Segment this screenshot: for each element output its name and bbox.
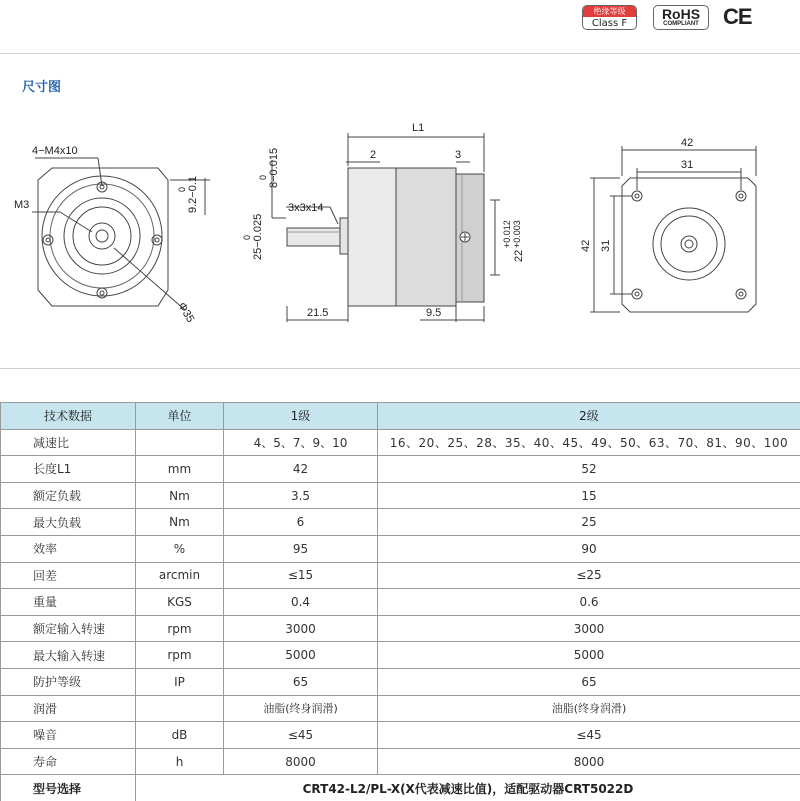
row-stage-2: 8000 — [378, 748, 800, 775]
row-stage-2: 3000 — [378, 615, 800, 642]
row-stage-1: 6 — [224, 509, 378, 536]
front-depth-label: 9.2−0.1 — [187, 175, 199, 213]
row-stage-1: 65 — [224, 668, 378, 695]
side-d22-tol-up: +0.012 — [502, 220, 512, 248]
certification-badges — [582, 3, 752, 31]
row-unit: KGS — [136, 589, 224, 616]
side-d3-label: 3 — [455, 149, 462, 161]
spec-header-row — [1, 403, 800, 430]
table-row — [1, 722, 800, 749]
side-d2-label: 2 — [370, 149, 377, 161]
row-name: 效率 — [1, 535, 136, 562]
table-row — [1, 429, 800, 456]
flange-h31-label: 31 — [600, 239, 612, 252]
side-d22-label: 22 — [513, 249, 525, 262]
row-unit: % — [136, 535, 224, 562]
row-name: 最大输入转速 — [1, 642, 136, 669]
row-name: 回差 — [1, 562, 136, 589]
side-d22-tol-low: +0.003 — [512, 220, 522, 248]
row-name: 额定负载 — [1, 482, 136, 509]
row-stage-1: 5000 — [224, 642, 378, 669]
front-diameter-label: Φ35 — [175, 300, 197, 325]
side-l1-label: L1 — [412, 122, 425, 134]
row-stage-1: 8000 — [224, 748, 378, 775]
row-unit: Nm — [136, 509, 224, 536]
table-row — [1, 668, 800, 695]
model-selection-label: 型号选择 — [1, 775, 136, 801]
row-stage-1: 42 — [224, 456, 378, 483]
row-unit: IP — [136, 668, 224, 695]
row-stage-2: ≤45 — [378, 722, 800, 749]
table-row — [1, 562, 800, 589]
table-row — [1, 509, 800, 536]
row-name: 长度L1 — [1, 456, 136, 483]
insulation-class-badge — [582, 5, 637, 30]
row-stage-1: 3.5 — [224, 482, 378, 509]
row-name: 润滑 — [1, 695, 136, 722]
front-depth-tol: 0 — [177, 186, 187, 192]
table-row — [1, 695, 800, 722]
row-unit: arcmin — [136, 562, 224, 589]
side-shaft-tol: 0 — [258, 174, 268, 180]
dimension-drawings — [0, 100, 800, 360]
rohs-title: RoHS — [661, 5, 701, 22]
flange-view — [590, 146, 756, 312]
row-stage-2: 65 — [378, 668, 800, 695]
rohs-badge — [653, 5, 709, 30]
row-stage-2: 25 — [378, 509, 800, 536]
table-row — [1, 615, 800, 642]
row-unit: dB — [136, 722, 224, 749]
table-row — [1, 748, 800, 775]
row-stage-2: 15 — [378, 482, 800, 509]
flange-w42-label: 42 — [681, 137, 694, 149]
table-row — [1, 642, 800, 669]
flange-h42-label: 42 — [580, 239, 592, 252]
side-pilot-tol: 0 — [242, 234, 252, 240]
model-selection-value: CRT42-L2/PL-X(X代表减速比值)，适配驱动器CRT5022D — [136, 775, 800, 801]
row-stage-2: 油脂(终身润滑) — [378, 695, 800, 722]
row-unit: rpm — [136, 615, 224, 642]
row-stage-2: 5000 — [378, 642, 800, 669]
table-row — [1, 535, 800, 562]
section-title: 尺寸图 — [22, 80, 62, 95]
model-selection-row — [1, 775, 800, 801]
spec-body — [1, 429, 800, 775]
row-name: 重量 — [1, 589, 136, 616]
table-row — [1, 589, 800, 616]
row-name: 寿命 — [1, 748, 136, 775]
table-row — [1, 482, 800, 509]
row-name: 减速比 — [1, 429, 136, 456]
insulation-class-value: Class F — [591, 17, 628, 29]
row-unit: h — [136, 748, 224, 775]
flange-w31-label: 31 — [681, 159, 694, 171]
front-view — [32, 158, 210, 310]
spec-table — [0, 402, 800, 801]
front-holes-label: 4−M4x10 — [32, 145, 78, 157]
row-name: 最大负载 — [1, 509, 136, 536]
row-stage-1: ≤15 — [224, 562, 378, 589]
row-stage-1: ≤45 — [224, 722, 378, 749]
header-stage-2: 2级 — [378, 403, 800, 430]
row-name: 额定输入转速 — [1, 615, 136, 642]
row-stage-1: 油脂(终身润滑) — [224, 695, 378, 722]
row-stage-2: ≤25 — [378, 562, 800, 589]
side-view — [272, 133, 500, 322]
side-pilot-dia: 25−0.025 — [252, 213, 264, 260]
row-stage-1: 0.4 — [224, 589, 378, 616]
front-m3-label: M3 — [14, 199, 30, 211]
rohs-subtitle: COMPLIANT — [663, 20, 699, 27]
side-d21-5-label: 21.5 — [307, 307, 329, 319]
row-unit: mm — [136, 456, 224, 483]
top-divider — [0, 53, 800, 54]
row-stage-1: 4、5、7、9、10 — [224, 429, 378, 456]
insulation-class-title: 绝缘等级 — [583, 6, 636, 17]
header-tech-data: 技术数据 — [1, 403, 136, 430]
header-stage-1: 1级 — [224, 403, 378, 430]
side-key-label: 3x3x14 — [288, 202, 324, 214]
side-d9-5-label: 9.5 — [426, 307, 442, 319]
drawing-divider — [0, 368, 800, 369]
row-stage-2: 0.6 — [378, 589, 800, 616]
header-unit: 单位 — [136, 403, 224, 430]
side-shaft-dia: 8−0.015 — [268, 147, 280, 188]
table-row — [1, 456, 800, 483]
row-name: 防护等级 — [1, 668, 136, 695]
row-unit: Nm — [136, 482, 224, 509]
row-stage-2: 16、20、25、28、35、40、45、49、50、63、70、81、90、100 — [378, 429, 800, 456]
row-unit — [136, 429, 224, 456]
ce-mark: CE — [723, 4, 752, 29]
row-unit — [136, 695, 224, 722]
row-stage-2: 90 — [378, 535, 800, 562]
row-unit: rpm — [136, 642, 224, 669]
row-stage-1: 3000 — [224, 615, 378, 642]
row-stage-1: 95 — [224, 535, 378, 562]
row-name: 噪音 — [1, 722, 136, 749]
row-stage-2: 52 — [378, 456, 800, 483]
